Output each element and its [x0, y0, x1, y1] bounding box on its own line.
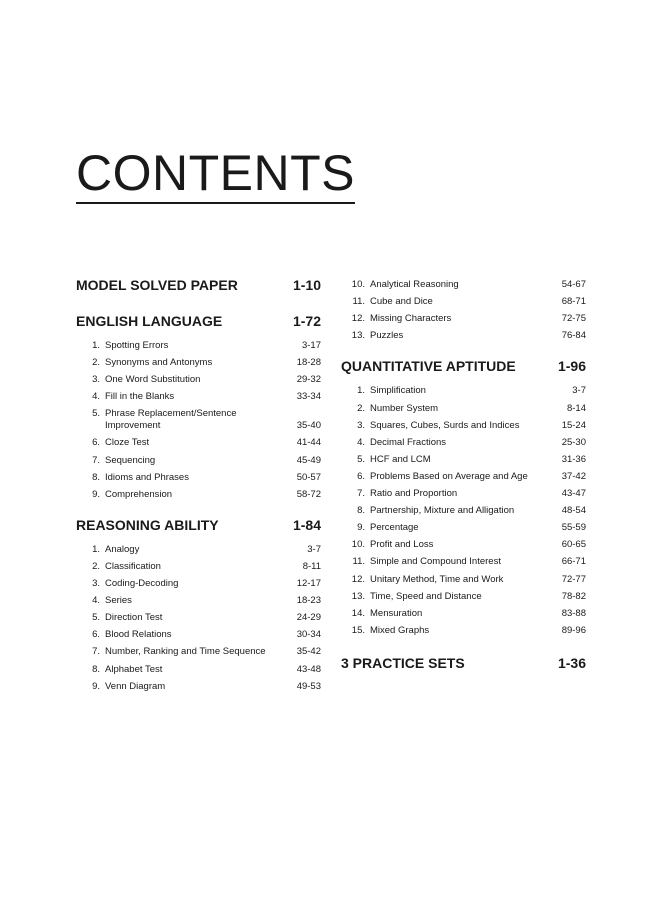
toc-entry-number: 5.: [92, 408, 100, 420]
toc-entry-label: [76, 595, 132, 607]
toc-entry-label: [341, 385, 426, 397]
toc-entry-pages: 72-77: [561, 573, 586, 585]
toc-entry-number: 4.: [92, 595, 100, 607]
toc-entry: [341, 380, 586, 397]
toc-entry-number: 5.: [357, 453, 365, 465]
reasoning-topic-list-continued: [341, 274, 586, 342]
section-heading: MODEL SOLVED PAPER: [76, 277, 238, 293]
toc-entry-pages: 3-7: [572, 385, 586, 397]
toc-entry-number: 2.: [92, 357, 100, 369]
toc-entry-label: [76, 455, 155, 467]
toc-entry-number: 2.: [357, 402, 365, 414]
toc-entry-title: Time, Speed and Distance: [370, 590, 482, 602]
toc-entry-label: [341, 556, 501, 568]
toc-entry: [341, 517, 586, 534]
toc-entry-number: 7.: [92, 454, 100, 466]
toc-entry-pages: 68-71: [561, 296, 586, 308]
toc-entry-pages: 78-82: [561, 590, 586, 602]
toc-entry-number: 11.: [352, 296, 365, 308]
toc-entry-title: Cube and Dice: [370, 296, 433, 308]
toc-entry-pages: 31-36: [561, 453, 586, 465]
toc-entry-title: Number, Ranking and Time Sequence: [105, 646, 266, 658]
toc-entry-label: [341, 403, 438, 415]
toc-entry: [341, 397, 586, 414]
toc-entry-pages: 66-71: [561, 556, 586, 568]
toc-entry-label: [341, 454, 431, 466]
toc-entry-label: [76, 629, 172, 641]
toc-entry: [341, 291, 586, 308]
toc-entry-pages: 49-53: [296, 680, 321, 692]
toc-entry-pages: 29-32: [296, 374, 321, 386]
toc-entry-number: 10.: [351, 279, 365, 291]
toc-entry: [341, 274, 586, 291]
section-model-solved-paper: [76, 277, 321, 293]
toc-entry-label: [76, 437, 149, 449]
toc-entry-label: [341, 488, 457, 500]
toc-entry-title: Comprehension: [105, 488, 173, 500]
toc-entry: [76, 369, 321, 386]
toc-entry-label: [76, 408, 240, 432]
toc-entry: [341, 308, 586, 325]
section-practice-sets: [341, 655, 586, 671]
section-heading: ENGLISH LANGUAGE: [76, 313, 223, 329]
toc-entry-title: Series: [105, 595, 132, 607]
toc-entry: [76, 352, 321, 369]
section-pages: 1-96: [557, 358, 586, 375]
toc-entry: [341, 568, 586, 585]
section-heading: 3 PRACTICE SETS: [341, 654, 465, 671]
toc-entry-number: 9.: [92, 488, 100, 500]
toc-entry-number: 9.: [92, 680, 100, 692]
toc-entry-title: Fill in the Blanks: [105, 391, 175, 403]
toc-entry-label: [76, 340, 168, 352]
toc-entry: [341, 449, 586, 466]
toc-entry-pages: 43-48: [296, 663, 321, 675]
toc-entry-title: Direction Test: [105, 612, 163, 624]
toc-entry-label: [341, 625, 429, 637]
toc-entry-number: 12.: [351, 313, 365, 325]
toc-entry-pages: 33-34: [296, 391, 321, 403]
toc-entry-label: [76, 374, 200, 386]
toc-entry-pages: 54-67: [561, 279, 586, 291]
toc-entry-title: Sequencing: [105, 454, 156, 466]
toc-entry-title: Cloze Test: [105, 437, 150, 449]
section-pages: 1-72: [292, 313, 321, 329]
toc-entry-title: Problems Based on Average and Age: [370, 470, 528, 482]
section-reasoning-ability: [76, 517, 321, 533]
toc-entry-title: Percentage: [370, 522, 419, 534]
toc-entry-pages: 41-44: [296, 437, 321, 449]
toc-entry-title: Analogy: [105, 543, 140, 555]
toc-entry-label: [341, 591, 482, 603]
toc-entry-pages: 76-84: [561, 330, 586, 342]
toc-entry-label: [76, 489, 172, 501]
toc-entry-pages: 15-24: [561, 419, 586, 431]
toc-entry: [76, 556, 321, 573]
toc-entry-pages: 3-7: [307, 543, 321, 555]
toc-entry-label: [341, 574, 503, 586]
toc-entry: [341, 500, 586, 517]
toc-entry-label: [341, 420, 519, 432]
toc-entry-pages: 18-28: [296, 357, 321, 369]
toc-entry: [341, 415, 586, 432]
toc-entry-number: 1.: [92, 543, 100, 555]
contents-left-column: [76, 277, 321, 693]
toc-entry-number: 14.: [351, 607, 365, 619]
toc-entry: [76, 449, 321, 466]
toc-entry-title: Venn Diagram: [105, 680, 166, 692]
toc-entry: [341, 603, 586, 620]
toc-entry-label: [341, 471, 528, 483]
toc-entry-title: Alphabet Test: [105, 663, 163, 675]
toc-entry-number: 8.: [357, 505, 365, 517]
toc-entry-title: Profit and Loss: [370, 539, 434, 551]
toc-entry-title: Synonyms and Antonyms: [105, 357, 213, 369]
section-pages: 1-10: [292, 277, 321, 293]
toc-entry: [76, 432, 321, 449]
toc-entry-label: [76, 664, 162, 676]
toc-entry: [76, 676, 321, 693]
toc-entry: [341, 534, 586, 551]
toc-entry-pages: 72-75: [561, 313, 586, 325]
section-english-language: [76, 313, 321, 329]
toc-entry-pages: 24-29: [296, 612, 321, 624]
toc-entry-label: [76, 681, 165, 693]
toc-entry-number: 12.: [351, 573, 365, 585]
toc-entry-label: [76, 646, 266, 658]
section-heading: REASONING ABILITY: [76, 516, 219, 533]
toc-entry-label: [76, 391, 174, 403]
toc-entry-number: 6.: [357, 470, 365, 482]
toc-entry-label: [76, 472, 189, 484]
toc-entry-label: [76, 578, 178, 590]
toc-entry-pages: 30-34: [296, 629, 321, 641]
toc-entry-pages: 55-59: [561, 522, 586, 534]
toc-entry: [341, 483, 586, 500]
toc-entry-title: Classification: [105, 560, 161, 572]
toc-entry-pages: 45-49: [296, 454, 321, 466]
toc-entry-title: One Word Substitution: [105, 374, 201, 386]
toc-entry-number: 2.: [92, 560, 100, 572]
toc-entry-title: Simplification: [370, 385, 426, 397]
page-title: CONTENTS: [76, 148, 355, 204]
toc-entry-pages: 3-17: [301, 340, 321, 352]
toc-entry-label: [341, 437, 446, 449]
toc-entry: [341, 620, 586, 637]
toc-entry-pages: 83-88: [561, 607, 586, 619]
toc-entry: [341, 432, 586, 449]
toc-entry-pages: 18-23: [296, 595, 321, 607]
toc-entry: [341, 551, 586, 568]
toc-entry-title: Mensuration: [370, 607, 423, 619]
toc-entry-pages: 43-47: [561, 488, 586, 500]
toc-entry-label: [341, 330, 403, 342]
toc-entry-label: [341, 313, 451, 325]
toc-entry-title: Partnership, Mixture and Alligation: [370, 505, 515, 517]
toc-entry-label: [76, 357, 212, 369]
section-pages: 1-84: [292, 516, 321, 533]
toc-entry-pages: 12-17: [296, 578, 321, 590]
toc-entry-number: 8.: [92, 471, 100, 483]
toc-entry-title: Squares, Cubes, Surds and Indices: [370, 419, 520, 431]
toc-entry: [76, 467, 321, 484]
toc-entry-title: Simple and Compound Interest: [370, 556, 501, 568]
toc-entry-number: 5.: [92, 612, 100, 624]
toc-entry-number: 3.: [92, 374, 100, 386]
toc-entry-pages: 48-54: [561, 505, 586, 517]
toc-entry-title: Coding-Decoding: [105, 578, 179, 590]
toc-entry-number: 1.: [357, 385, 365, 397]
toc-entry-pages: 60-65: [561, 539, 586, 551]
toc-entry-number: 3.: [92, 578, 100, 590]
toc-entry: [76, 484, 321, 501]
toc-entry-number: 8.: [92, 663, 100, 675]
toc-entry-pages: 25-30: [561, 436, 586, 448]
toc-entry: [341, 586, 586, 603]
toc-entry-pages: 50-57: [296, 471, 321, 483]
toc-entry-label: [76, 612, 162, 624]
toc-entry-number: 9.: [357, 522, 365, 534]
toc-entry-pages: 89-96: [561, 624, 586, 636]
toc-entry-title: Idioms and Phrases: [105, 471, 189, 483]
contents-right-column: [341, 277, 586, 671]
toc-entry-title: Unitary Method, Time and Work: [370, 573, 504, 585]
toc-entry-title: Blood Relations: [105, 629, 172, 641]
toc-entry-label: [341, 505, 514, 517]
toc-entry: [76, 386, 321, 403]
toc-entry: [341, 466, 586, 483]
toc-entry-number: 4.: [92, 391, 100, 403]
toc-entry-number: 11.: [352, 556, 365, 568]
toc-entry: [76, 607, 321, 624]
toc-entry: [76, 403, 321, 432]
toc-entry: [76, 573, 321, 590]
toc-entry-title: Decimal Fractions: [370, 436, 447, 448]
toc-entry-title: HCF and LCM: [370, 453, 431, 465]
toc-entry-title: Mixed Graphs: [370, 624, 430, 636]
reasoning-topic-list: [76, 539, 321, 693]
toc-entry-title: Puzzles: [370, 330, 404, 342]
toc-entry: [76, 641, 321, 658]
toc-entry-title: Spotting Errors: [105, 340, 169, 352]
toc-entry-title: Phrase Replacement/Sentence Improvement: [105, 408, 237, 432]
toc-entry: [76, 658, 321, 675]
toc-entry-label: [341, 608, 422, 620]
toc-entry-number: 15.: [351, 624, 365, 636]
toc-entry-label: [76, 544, 139, 556]
toc-entry-pages: 8-14: [566, 402, 586, 414]
toc-entry-number: 13.: [351, 590, 365, 602]
toc-entry: [76, 539, 321, 556]
toc-entry-label: [341, 539, 433, 551]
toc-entry-pages: 35-42: [296, 646, 321, 658]
toc-entry: [76, 624, 321, 641]
toc-entry-title: Analytical Reasoning: [370, 279, 459, 291]
toc-entry-title: Missing Characters: [370, 313, 452, 325]
toc-entry: [341, 325, 586, 342]
toc-entry-pages: 58-72: [296, 488, 321, 500]
toc-entry-number: 6.: [92, 629, 100, 641]
toc-entry-title: Ratio and Proportion: [370, 488, 458, 500]
toc-entry-number: 7.: [92, 646, 100, 658]
toc-entry-pages: 35-40: [296, 420, 321, 432]
toc-entry-number: 1.: [92, 340, 100, 352]
section-heading: QUANTITATIVE APTITUDE: [341, 358, 516, 375]
toc-entry: [76, 590, 321, 607]
toc-entry-pages: 8-11: [302, 560, 321, 572]
quant-topic-list: [341, 380, 586, 636]
toc-entry-pages: 37-42: [561, 470, 586, 482]
toc-entry-number: 4.: [357, 436, 365, 448]
toc-entry-number: 10.: [351, 539, 365, 551]
english-topic-list: [76, 335, 321, 501]
toc-entry-label: [341, 279, 459, 291]
toc-entry-number: 7.: [357, 488, 365, 500]
toc-entry-label: [341, 296, 433, 308]
section-pages: 1-36: [557, 654, 586, 671]
toc-entry-number: 13.: [351, 330, 365, 342]
toc-entry-title: Number System: [370, 402, 439, 414]
section-quantitative-aptitude: [341, 358, 586, 374]
toc-entry-number: 3.: [357, 419, 365, 431]
toc-entry-label: [76, 561, 161, 573]
toc-entry: [76, 335, 321, 352]
toc-entry-label: [341, 522, 419, 534]
toc-entry-number: 6.: [92, 437, 100, 449]
